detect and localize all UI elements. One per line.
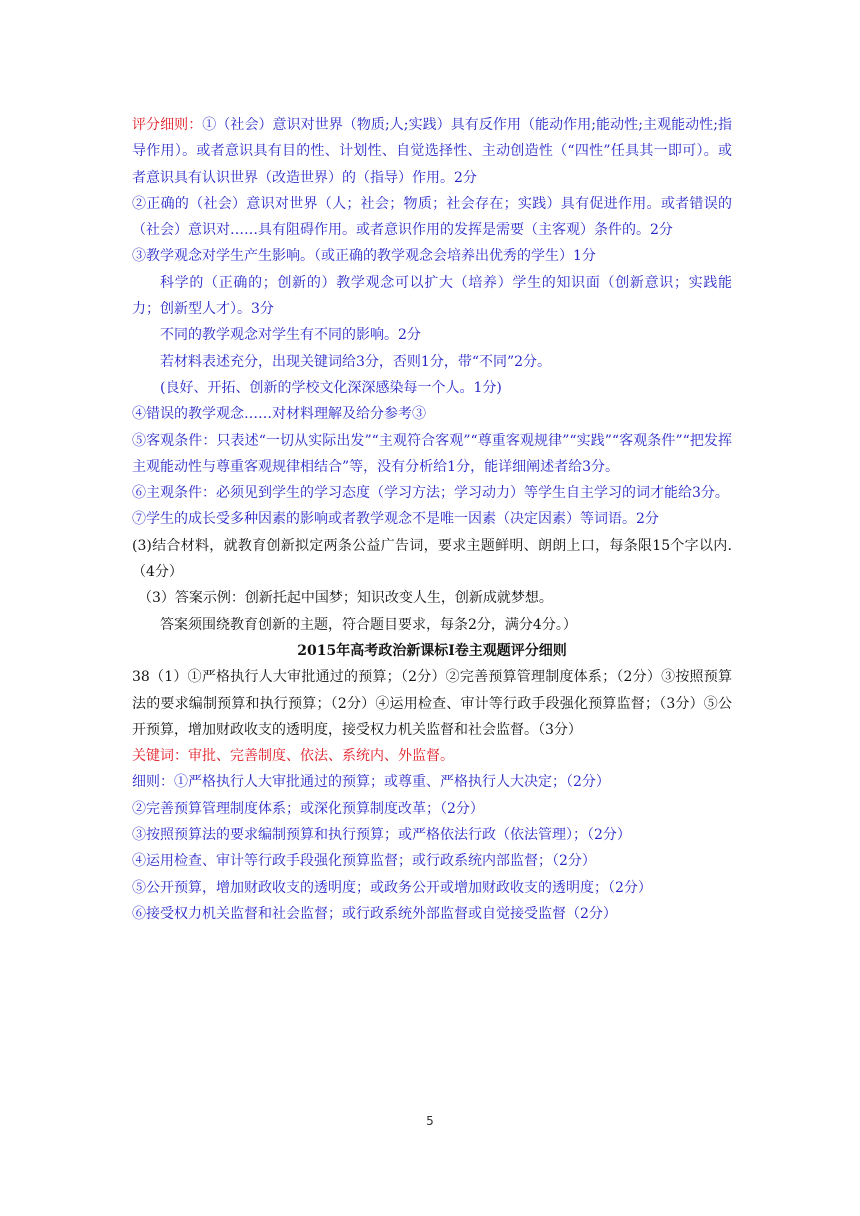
scoring-rule-label: 评分细则： xyxy=(132,117,203,133)
detail-rule-2: ②完善预算管理制度体系；或深化预算制度改革；（2分） xyxy=(132,800,484,817)
answer-3-example: （3）答案示例：创新托起中国梦；知识改变人生，创新成就梦想。 xyxy=(138,590,553,607)
keywords: 关键词：审批、完善制度、依法、系统内、外监督。 xyxy=(132,748,454,765)
scoring-rule-5: ⑤客观条件：只表述“一切从实际出发”“主观符合客观”“尊重客观规律”“实践”“客观条件”“把发挥主观能动性与尊重客观规律相结合”等，没有分析给1分，能详细阐述者给3分。 xyxy=(132,432,732,475)
scoring-rule-6: ⑥主观条件：必须见到学生的学习态度（学习方法；学习动力）等学生自主学习的词才能给3分。 xyxy=(132,485,729,502)
detail-rule-3: ③按照预算法的要求编制预算和执行预算；或严格依法行政（依法管理）；（2分） xyxy=(132,827,631,844)
document-body xyxy=(132,112,732,927)
scoring-rule-3-detail-b: 不同的教学观念对学生有不同的影响。2分 xyxy=(160,327,421,344)
detail-rule-5: ⑤公开预算，增加财政收支的透明度；或政务公开或增加财政收支的透明度；（2分） xyxy=(132,879,652,896)
question-38-answer: 38（1）①严格执行人大审批通过的预算；（2分）②完善预算管理制度体系；（2分）③按照预算法的要求编制预算和执行预算；（2分）④运用检查、审计等行政手段强化预算监督；（3分）⑤公开预算，增加财政收支的透明度，接受权力机关监督和社会监督。（3分） xyxy=(132,669,732,738)
scoring-rule-1: 评分细则：①（社会）意识对世界（物质;人;实践）具有反作用（能动作用;能动性;主观能动性;指导作用）。或者意识具有目的性、计划性、自觉选择性、主动创造性（“四性”任具其一即可）。或者意识具有认识世界（改造世界）的（指导）作用。2分 xyxy=(132,117,733,186)
detail-rule-1: 细则：①严格执行人大审批通过的预算；或尊重、严格执行人大决定；（2分） xyxy=(132,774,610,791)
scoring-rule-3-detail-a: 科学的（正确的；创新的）教学观念可以扩大（培养）学生的知识面（创新意识；实践能力；创新型人才）。3分 xyxy=(132,274,732,318)
scoring-rule-3: ③教学观念对学生产生影响。（或正确的教学观念会培养出优秀的学生）1分 xyxy=(132,248,596,265)
scoring-rule-3-detail-c: 若材料表述充分，出现关键词给3分，否则1分，带“不同”2分。 xyxy=(160,353,552,370)
question-3: (3)结合材料，就教育创新拟定两条公益广告词，要求主题鲜明、朗朗上口，每条限15个字以内.（4分） xyxy=(132,537,732,581)
answer-3-requirement: 答案须围绕教育创新的主题，符合题目要求，每条2分，满分4分。） xyxy=(160,616,577,633)
scoring-rule-3-detail-d: (良好、开拓、创新的学校文化深深感染每一个人。1分) xyxy=(160,379,502,396)
scoring-rule-7: ⑦学生的成长受多种因素的影响或者教学观念不是唯一因素（决定因素）等词语。2分 xyxy=(132,511,659,528)
section-title: 2015年高考政治新课标Ⅰ卷主观题评分细则 xyxy=(297,642,567,659)
scoring-rule-4: ④错误的教学观念……对材料理解及给分参考③ xyxy=(132,406,426,423)
detail-rule-4: ④运用检查、审计等行政手段强化预算监督；或行政系统内部监督；（2分） xyxy=(132,853,596,870)
scoring-rule-2: ②正确的（社会）意识对世界（人；社会；物质；社会存在；实践）具有促进作用。或者错误的（社会）意识对……具有阻碍作用。或者意识作用的发挥是需要（主客观）条件的。2分 xyxy=(132,195,732,239)
page-number: 5 xyxy=(426,1114,434,1128)
detail-rule-6: ⑥接受权力机关监督和社会监督；或行政系统外部监督或自觉接受监督（2分） xyxy=(132,905,617,922)
